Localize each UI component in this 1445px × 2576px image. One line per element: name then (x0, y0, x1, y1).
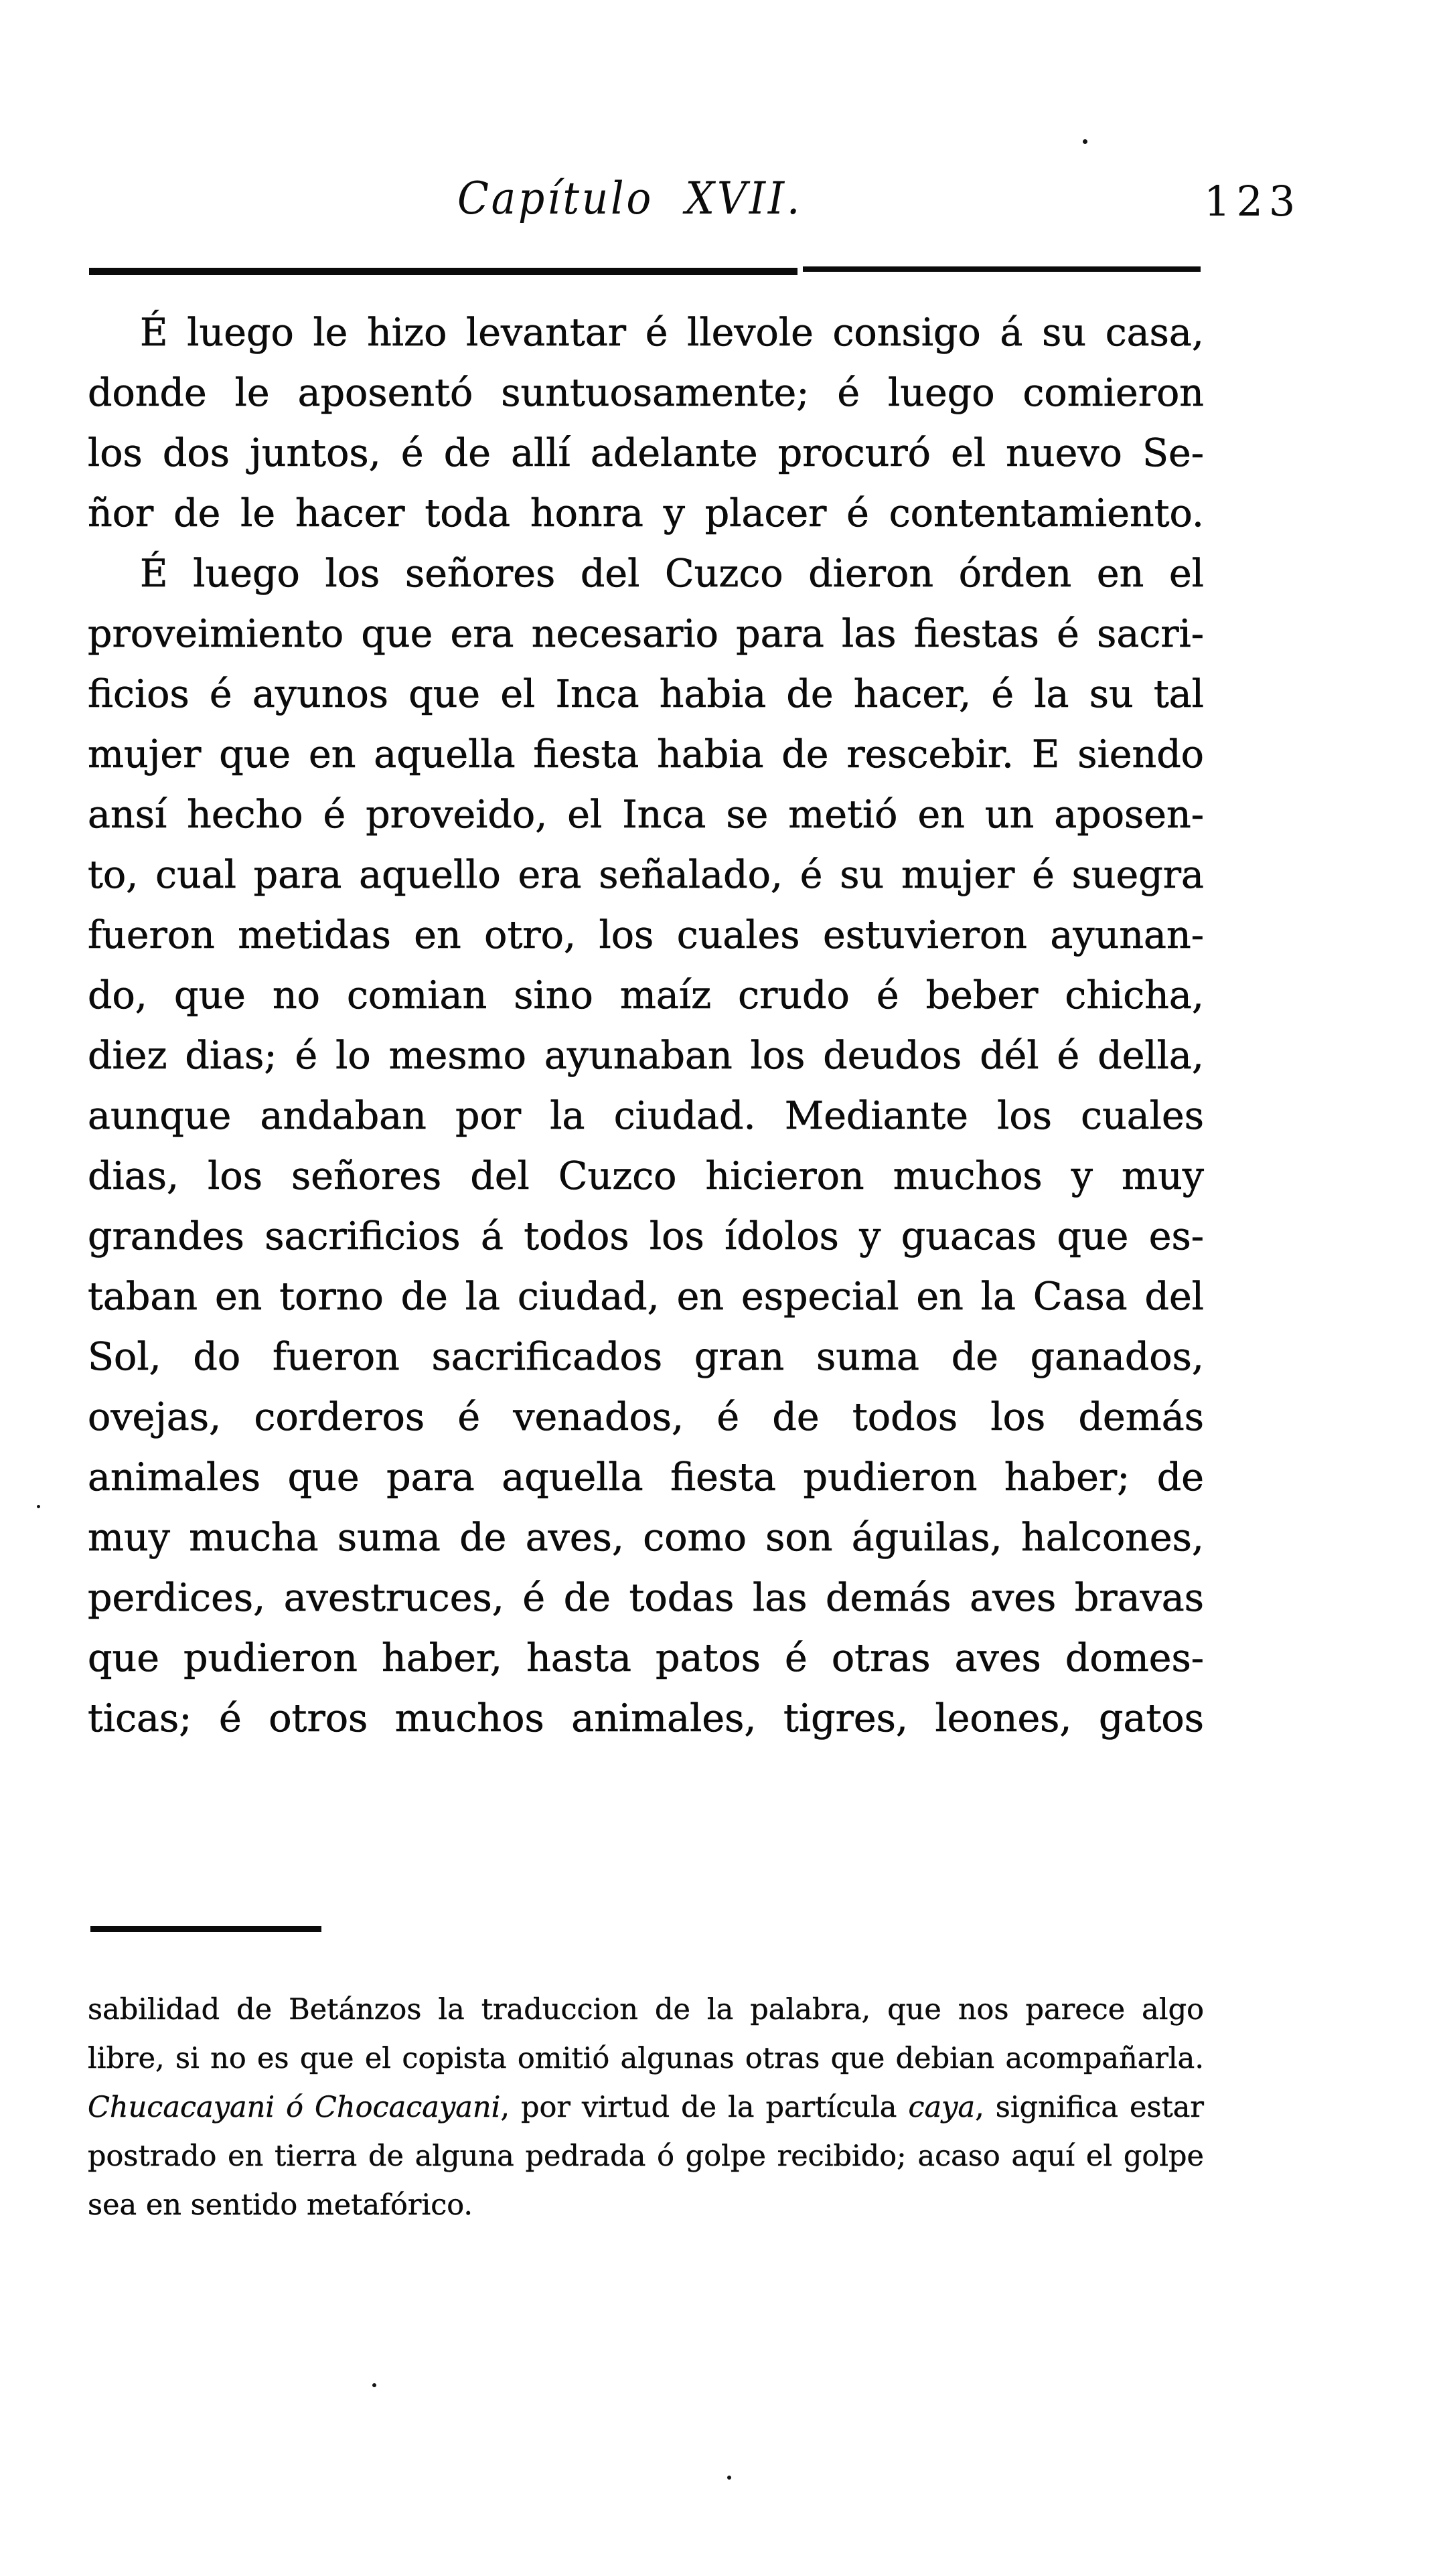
body-text-line: aunque andaban por la ciudad. Mediante los cuales (88, 1094, 1204, 1138)
body-text-line: taban en torno de la ciudad, en especial en la Casa del (88, 1275, 1204, 1319)
footnote-line: postrado en tierra de alguna pedrada ó golpe recibido; acaso aquí el golpe (88, 2140, 1204, 2173)
italic-segment: caya (908, 2091, 976, 2124)
body-text-line: mujer que en aquella fiesta habia de rescebir. E siendo (88, 732, 1204, 777)
ink-speck (37, 1505, 40, 1508)
header-rule-right (803, 266, 1201, 272)
ink-speck (727, 2476, 731, 2480)
chapter-title: Capítulo XVII. (457, 173, 803, 224)
body-text-line: ticas; é otros muchos animales, tigres, leones, gatos (88, 1696, 1204, 1741)
body-text-line: Sol, do fueron sacrificados gran suma de ganados, (88, 1335, 1204, 1379)
page-number: 123 (1204, 177, 1302, 226)
footnote-line: sea en sentido metafórico. (88, 2188, 473, 2222)
ink-speck (1083, 139, 1087, 144)
body-text-line: ovejas, corderos é venados, é de todos los demás (88, 1395, 1204, 1439)
body-text-line: ficios é ayunos que el Inca habia de hacer, é la su tal (88, 672, 1204, 716)
body-text-line: dias, los señores del Cuzco hicieron muchos y muy (88, 1154, 1204, 1198)
body-text-line: grandes sacrificios á todos los ídolos y guacas que es- (88, 1214, 1204, 1259)
body-text-line: fueron metidas en otro, los cuales estuvieron ayunan- (88, 913, 1204, 957)
body-text-line: diez dias; é lo mesmo ayunaban los deudos dél é della, (88, 1034, 1204, 1078)
footnote-line (88, 2083, 1204, 2132)
footnote-text (88, 1986, 1204, 2230)
body-text-line: to, cual para aquello era señalado, é su mujer é suegra (88, 853, 1204, 897)
body-text-line: É luego le hizo levantar é llevole consigo á su casa, (140, 311, 1204, 355)
body-text-line: perdices, avestruces, é de todas las demás aves bravas (88, 1576, 1204, 1620)
footnote-rule (90, 1926, 321, 1932)
body-text (88, 303, 1204, 1749)
body-text-line: ñor de le hacer toda honra y placer é contentamiento. (88, 491, 1204, 536)
body-text-line: do, que no comian sino maíz crudo é beber chicha, (88, 973, 1204, 1018)
body-text-line: que pudieron haber, hasta patos é otras aves domes- (88, 1636, 1204, 1680)
body-text-line: donde le aposentó suntuosamente; é luego comieron (88, 371, 1204, 415)
footnote-line: sabilidad de Betánzos la traduccion de la palabra, que nos parece algo (88, 1993, 1204, 2026)
italic-segment: Chucacayani ó Chocacayani (88, 2091, 501, 2124)
body-text-line: proveimiento que era necesario para las fiestas é sacri- (88, 612, 1204, 656)
body-text-line: muy mucha suma de aves, como son águilas, halcones, (88, 1516, 1204, 1560)
body-text-line: É luego los señores del Cuzco dieron órden en el (140, 552, 1204, 596)
text-segment: , por virtud de la partícula (500, 2091, 909, 2124)
footnote-line: libre, si no es que el copista omitió algunas otras que debian acompañarla. (88, 2042, 1204, 2075)
header-rule-left (89, 268, 797, 275)
body-text-line: los dos juntos, é de allí adelante procuró el nuevo Se- (88, 431, 1204, 475)
body-text-line: ansí hecho é proveido, el Inca se metió en un aposen- (88, 793, 1204, 837)
text-segment: , significa estar (975, 2091, 1204, 2124)
body-text-line: animales que para aquella fiesta pudieron haber; de (88, 1455, 1204, 1500)
ink-speck (372, 2383, 376, 2387)
